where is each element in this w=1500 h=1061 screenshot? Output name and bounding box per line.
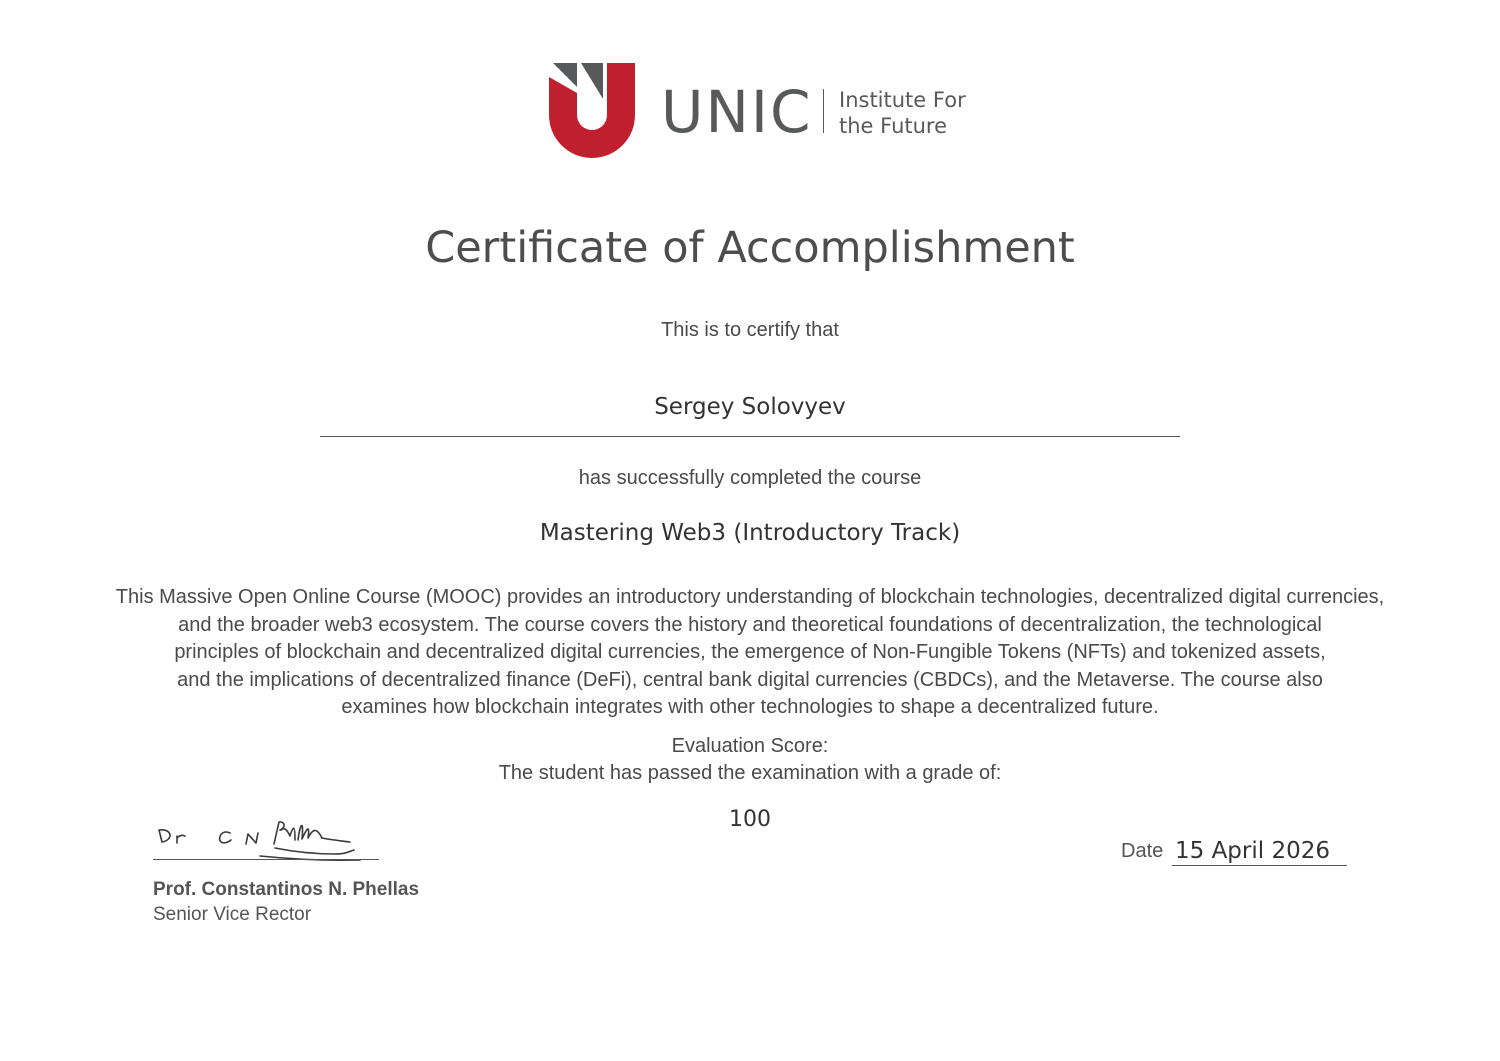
description-line-2: and the broader web3 ecosystem. The course covers the history and theoretical foundations of decentralization, the technological — [178, 613, 1322, 636]
unic-logo — [549, 63, 969, 159]
evaluation-label: Evaluation Score: — [671, 735, 829, 757]
signatory-title: Senior Vice Rector — [153, 904, 312, 925]
unic-logo-mark-icon — [549, 63, 635, 159]
course-description — [0, 584, 1500, 722]
date-underline — [1172, 865, 1347, 866]
course-name: Mastering Web3 (Introductory Track) — [539, 520, 961, 546]
description-line-5: examines how blockchain integrates with other technologies to shape a decentralized future. — [341, 696, 1159, 718]
evaluation-text: The student has passed the examination with a grade of: — [498, 762, 1002, 784]
evaluation-score: 100 — [729, 807, 771, 832]
logo-wordmark: UNIC — [661, 78, 813, 146]
logo-tagline-line-2: the Future — [839, 114, 948, 138]
date-label: Date — [1121, 840, 1164, 862]
description-line-3: principles of blockchain and decentralized digital currencies, the emergence of Non-Fungible Tokens (NFTs) and tokenized assets, — [174, 641, 1326, 663]
signature-line — [153, 859, 379, 860]
recipient-name: Sergey Solovyev — [654, 394, 846, 420]
logo-tagline-line-1: Institute For — [839, 88, 966, 112]
certificate-title: Certificate of Accomplishment — [425, 223, 1075, 273]
description-line-1: This Massive Open Online Course (MOOC) provides an introductory understanding of blockchain technologies, decentralized digital currencies, — [115, 586, 1385, 608]
completed-text: has successfully completed the course — [578, 467, 922, 489]
date-value: 15 April 2026 — [1175, 838, 1330, 864]
recipient-name-underline — [320, 436, 1180, 437]
logo-tagline — [839, 87, 969, 139]
certify-text: This is to certify that — [661, 319, 839, 341]
description-line-4: and the implications of decentralized finance (DeFi), central bank digital currencies (CBDCs), and the Metaverse. The course also — [177, 668, 1323, 691]
handwritten-signature — [150, 812, 370, 872]
logo-divider — [823, 89, 824, 133]
signatory-name: Prof. Constantinos N. Phellas — [153, 879, 420, 900]
